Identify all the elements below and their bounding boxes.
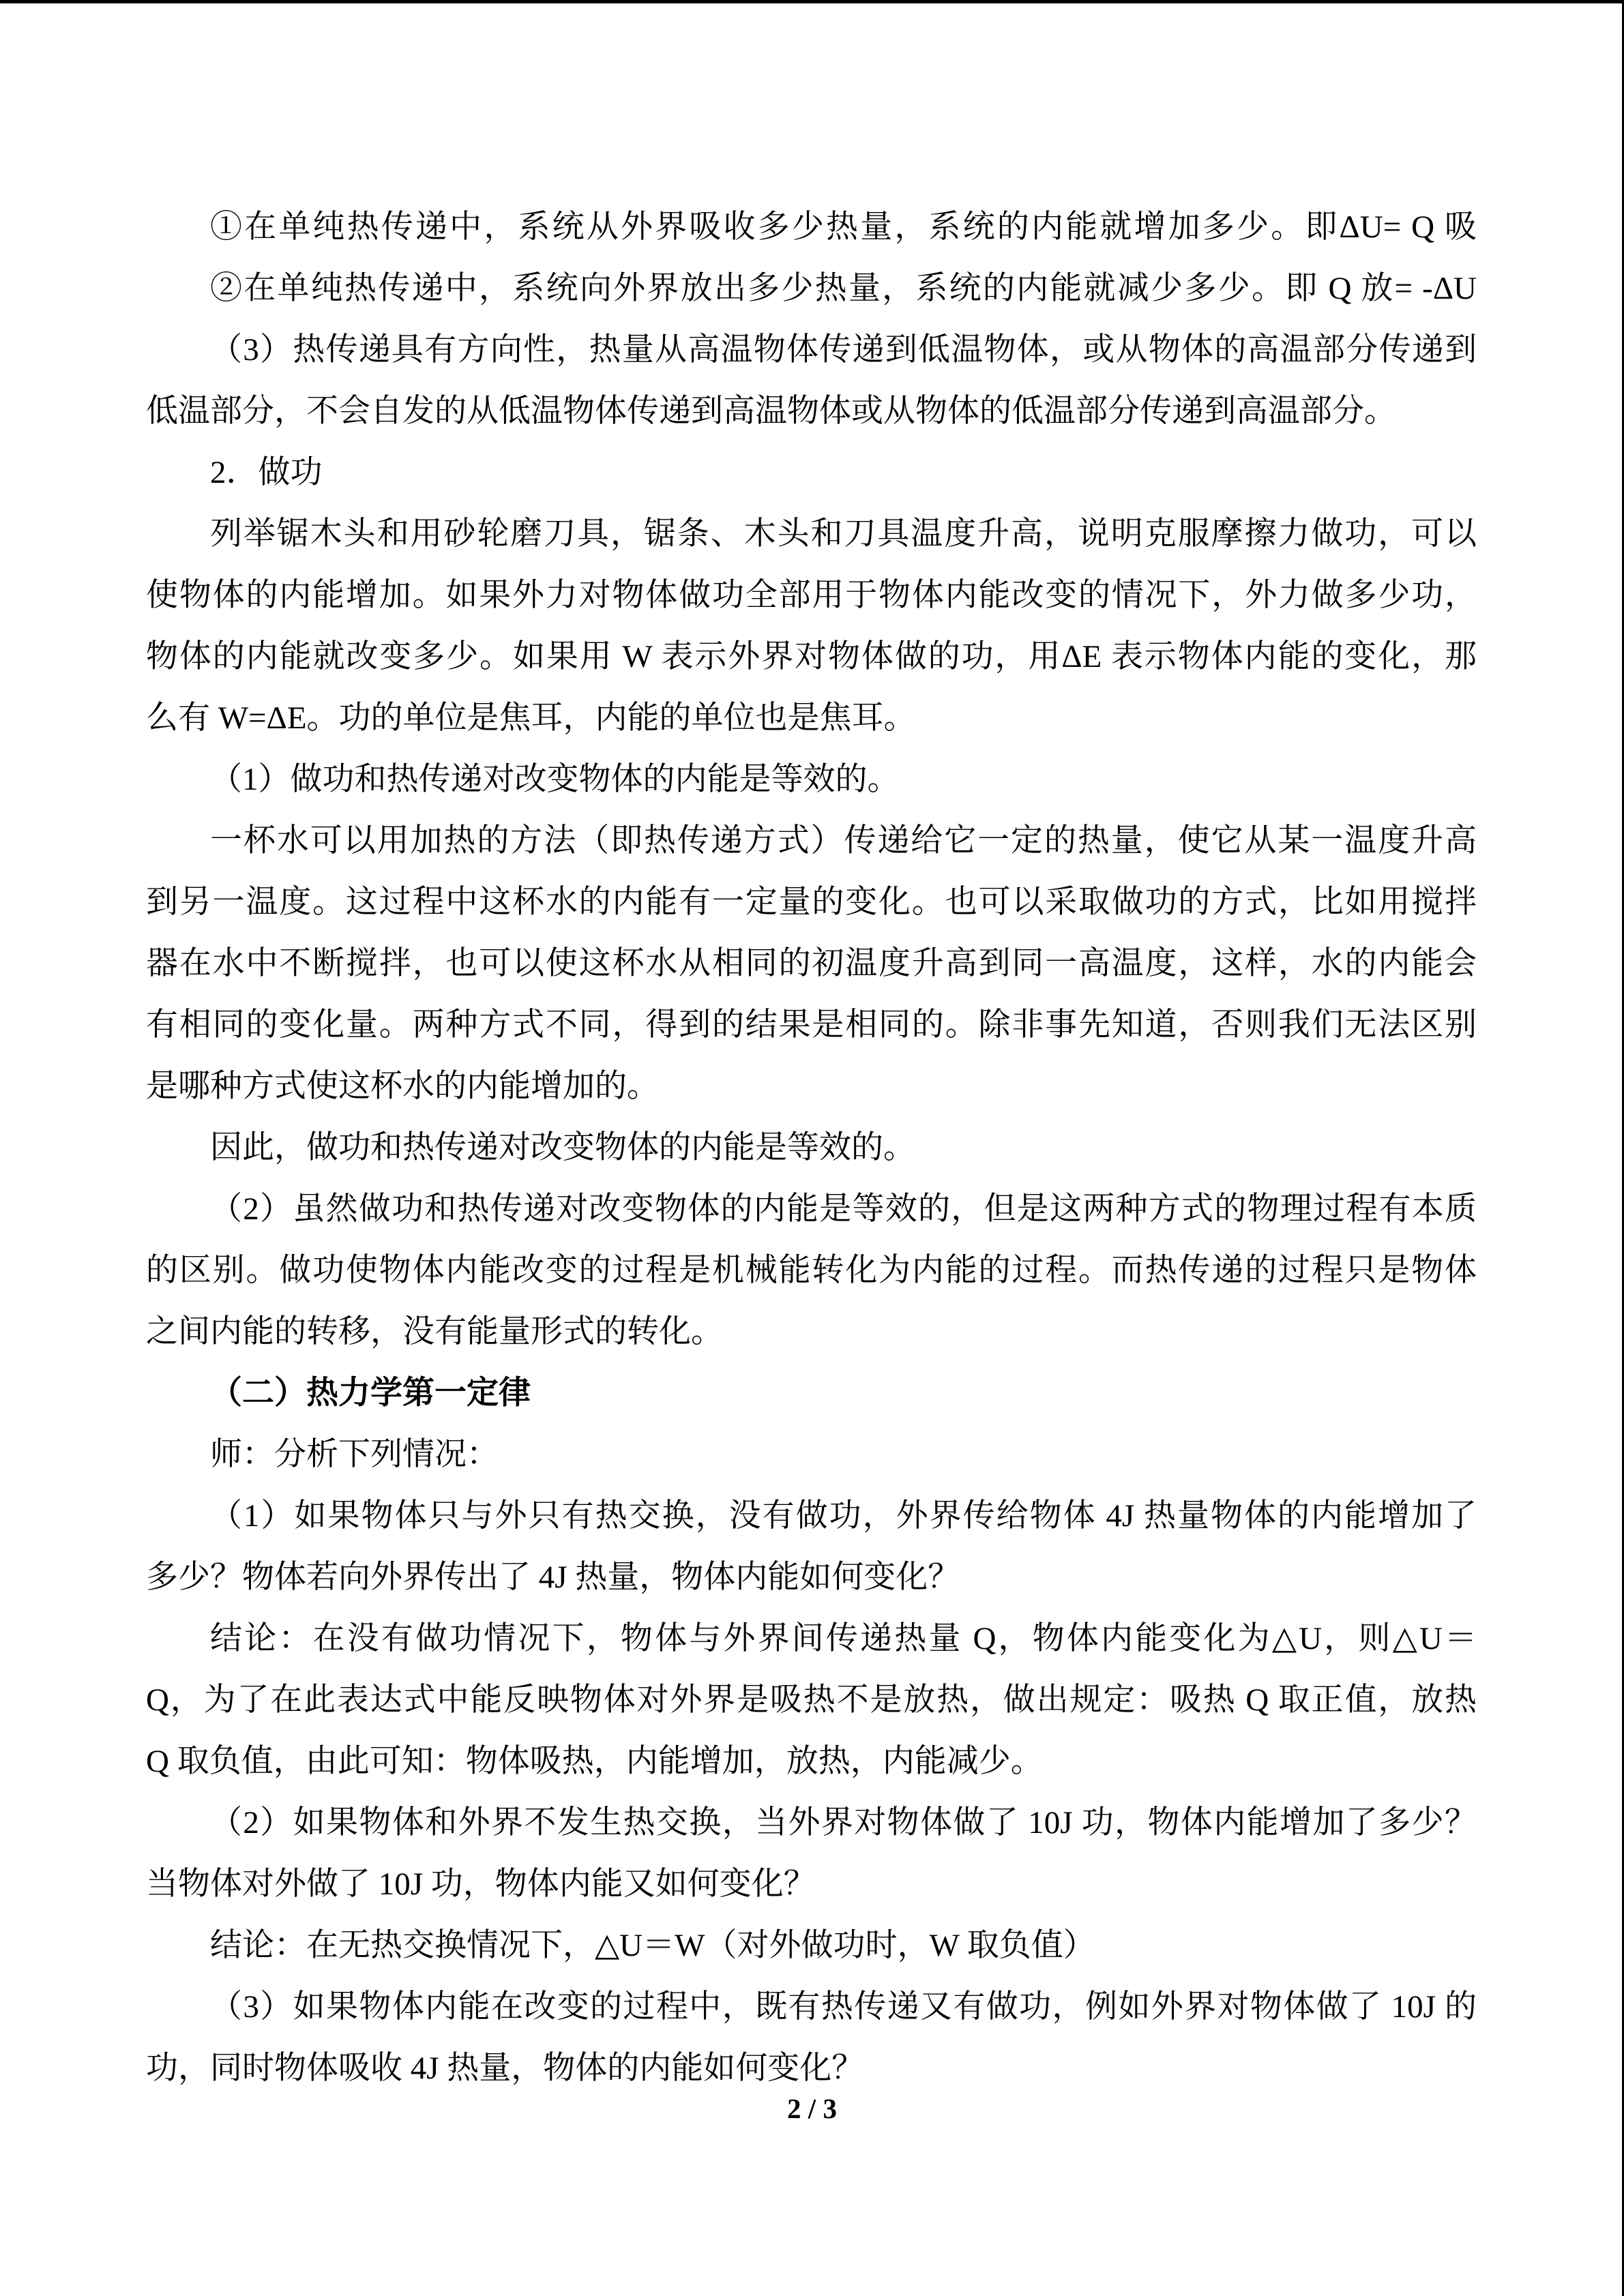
page-number: 2 / 3 — [787, 2093, 837, 2124]
text-line: 列举锯木头和用砂轮磨刀具，锯条、木头和刀具温度升高，说明克服摩擦力做功，可以 — [210, 516, 1477, 552]
text-line: 一杯水可以用加热的方法（即热传递方式）传递给它一定的热量，使它从某一温度升高 — [210, 823, 1477, 859]
text-line: 功，同时物体吸收 4J 热量，物体的内能如何变化？ — [146, 2051, 864, 2086]
text-line: 器在水中不断搅拌，也可以使这杯水从相同的初温度升高到同一高温度，这样，水的内能会 — [146, 946, 1477, 981]
text-line: 是哪种方式使这杯水的内能增加的。 — [146, 1069, 659, 1104]
text-line: 有相同的变化量。两种方式不同，得到的结果是相同的。除非事先知道，否则我们无法区别 — [146, 1007, 1477, 1043]
document-text-block — [146, 196, 1477, 2099]
text-line: （3）如果物体内能在改变的过程中，既有热传递又有做功，例如外界对物体做了 10J 的 — [210, 1989, 1477, 2025]
text-line: 的区别。做功使物体内能改变的过程是机械能转化为内能的过程。而热传递的过程只是物体 — [146, 1253, 1477, 1288]
text-line: Q 取负值，由此可知：物体吸热，内能增加，放热，内能减少。 — [146, 1744, 1043, 1779]
text-line: 多少？物体若向外界传出了 4J 热量，物体内能如何变化？ — [146, 1560, 960, 1595]
text-line: 结论：在无热交换情况下，△U＝W（对外做功时，W 取负值） — [210, 1928, 1095, 1963]
text-line: 师：分析下列情况： — [210, 1437, 499, 1472]
text-line: 结论：在没有做功情况下，物体与外界间传递热量 Q，物体内能变化为△U，则△U＝ — [210, 1621, 1477, 1656]
text-line: 物体的内能就改变多少。如果用 W 表示外界对物体做的功，用ΔE 表示物体内能的变化，那 — [146, 639, 1477, 674]
text-line: ②在单纯热传递中，系统向外界放出多少热量，系统的内能就减少多少。即 Q 放= -ΔU — [210, 271, 1477, 306]
text-line: （2）如果物体和外界不发生热交换，当外界对物体做了 10J 功，物体内能增加了多少？ — [210, 1805, 1477, 1840]
text-line: （1）做功和热传递对改变物体的内能是等效的。 — [210, 762, 900, 797]
text-line: 么有 W=ΔE。功的单位是焦耳，内能的单位也是焦耳。 — [146, 700, 916, 736]
page-top-edge — [0, 0, 1624, 3]
text-line: 当物体对外做了 10J 功，物体内能又如何变化？ — [146, 1866, 816, 1902]
text-line: 2．做功 — [210, 455, 323, 490]
text-line: （二）热力学第一定律 — [210, 1375, 531, 1411]
text-line: 因此，做功和热传递对改变物体的内能是等效的。 — [210, 1130, 915, 1165]
text-line: 之间内能的转移，没有能量形式的转化。 — [146, 1314, 723, 1350]
text-line: 低温部分，不会自发的从低温物体传递到高温物体或从物体的低温部分传递到高温部分。 — [146, 393, 1396, 429]
text-line: （2）虽然做功和热传递对改变物体的内能是等效的，但是这两种方式的物理过程有本质 — [210, 1191, 1477, 1227]
text-line: ①在单纯热传递中，系统从外界吸收多少热量，系统的内能就增加多少。即ΔU= Q 吸 — [210, 209, 1477, 245]
text-line: （1）如果物体只与外只有热交换，没有做功，外界传给物体 4J 热量物体的内能增加了 — [210, 1498, 1477, 1534]
text-line: Q，为了在此表达式中能反映物体对外界是吸热不是放热，做出规定：吸热 Q 取正值，放热 — [146, 1682, 1477, 1718]
text-line: 到另一温度。这过程中这杯水的内能有一定量的变化。也可以采取做功的方式，比如用搅拌 — [146, 884, 1477, 920]
text-line: （3）热传递具有方向性，热量从高温物体传递到低温物体，或从物体的高温部分传递到 — [210, 332, 1477, 368]
text-line: 使物体的内能增加。如果外力对物体做功全部用于物体内能改变的情况下，外力做多少功， — [146, 578, 1477, 613]
